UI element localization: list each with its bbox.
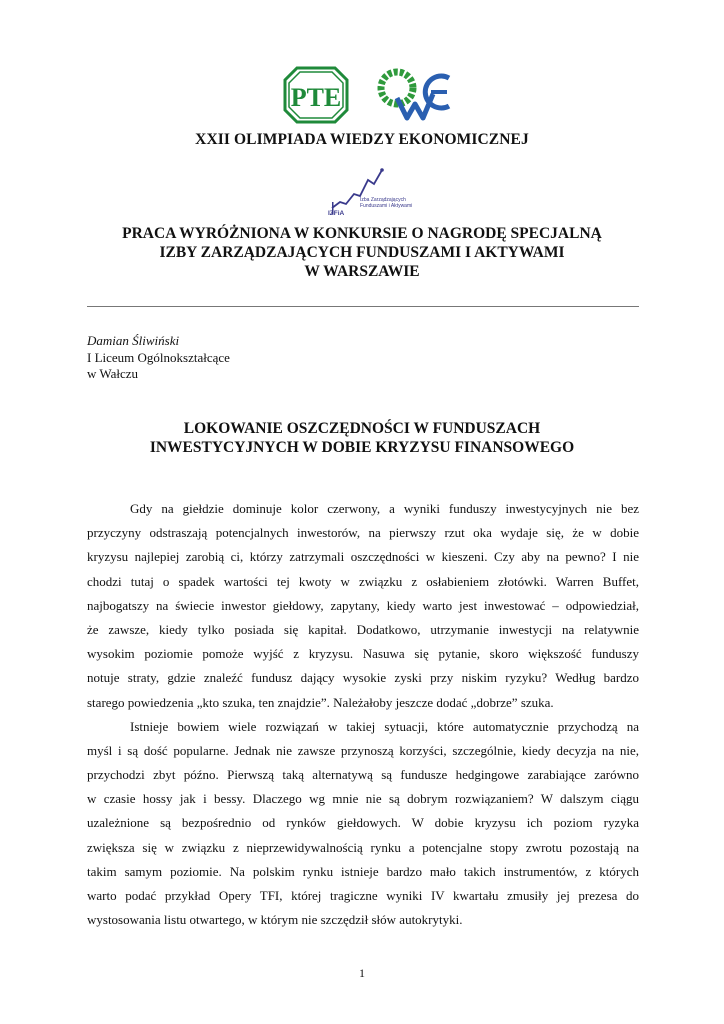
izfia-line1: Izba Zarządzających xyxy=(360,197,406,203)
text-line: wystosowania listu otwartego, w którym nie szczędził słów autokrytyki. xyxy=(87,912,463,928)
author-block xyxy=(87,333,230,383)
owe-logo-icon xyxy=(375,66,453,122)
essay-title xyxy=(0,419,724,457)
page-number: 1 xyxy=(359,966,365,980)
essay-body xyxy=(87,497,639,932)
text-line: notuje straty, gdzie znaleźć fundusz dający wysokie zyski przy niskim ryzyku? Według bardzo xyxy=(87,670,639,686)
essay-title-line: LOKOWANIE OSZCZĘDNOŚCI W FUNDUSZACH xyxy=(183,420,541,437)
paragraph-2 xyxy=(87,715,639,933)
award-heading xyxy=(0,224,724,281)
essay-title-line: INWESTYCYJNYCH W DOBIE KRYZYSU FINANSOWEGO xyxy=(149,439,575,456)
text-line: myśl i są dość popularne. Jednak nie zawsze przynoszą korzyści, szczególnie, kiedy decyzja na nie, xyxy=(87,742,639,758)
izfia-abbr: IZFiA xyxy=(328,210,345,217)
horizontal-divider xyxy=(87,306,639,307)
text-line: wysokim poziomie pomoże wyjść z kryzysu. Nasuwa się pytanie, skoro większość funduszy xyxy=(87,646,639,662)
author-name: Damian Śliwiński xyxy=(87,333,180,348)
text-line: najbogatszy na świecie inwestor giełdowy, zapytany, kiedy warto jest inwestować – odpowiedział, xyxy=(87,597,639,613)
text-line: przyczyny odstraszają potencjalnych inwestorów, na pierwszy rzut oka wydaje się, że w dobie xyxy=(87,525,639,541)
author-city: w Wałczu xyxy=(87,366,139,381)
text-line: Gdy na giełdzie dominuje kolor czerwony, a wyniki funduszy inwestycyjnych nie bez xyxy=(130,501,639,516)
text-line: uzależnione są bezpośrednio od rynków giełdowych. W dobie kryzysu ich poziom ryzyka xyxy=(87,815,639,831)
text-line: starego powiedzenia „kto szuka, ten znajdzie”. Należałoby jeszcze dodać „dobrze” szuka. xyxy=(87,694,554,710)
text-line: warto podać przykład Opery TFI, której tragiczne wyniki IV kwartału zmusiły jej prezesa do xyxy=(87,888,639,903)
text-line: kryzysu najlepiej zarobią ci, którzy zatrzymali oszczędności w kieszeni. Czy aby na pewno? I nie xyxy=(87,549,639,565)
logos-row xyxy=(0,66,724,126)
izfia-line2: Funduszami i Aktywami xyxy=(360,203,413,209)
pte-logo-text: PTE xyxy=(290,83,342,112)
olympiad-title: XXII OLIMPIADA WIEDZY EKONOMICZNEJ xyxy=(195,131,529,148)
award-line: W WARSZAWIE xyxy=(304,263,420,280)
text-line: takim samym poziomie. Na polskim rynku istnieje bardzo mało takich instrumentów, z których xyxy=(87,863,639,879)
text-line: zwiększa się w związku z nieprzewidywalnością rynku a potencjalne stopy zwrotu pozostają na xyxy=(87,839,639,855)
text-line: w czasie hossy jak i bessy. Dlaczego wg mnie nie są dobrym rozwiązaniem? W dalszym ciągu xyxy=(87,791,639,807)
izfia-logo xyxy=(326,166,413,217)
paragraph-1 xyxy=(87,497,639,715)
text-line: Istnieje bowiem wiele rozwiązań w takiej sytuacji, które automatycznie przychodzą na xyxy=(130,718,639,734)
text-line: że zawsze, kiedy tylko posiada się kapitał. Dodatkowo, utrzymanie inwestycji na relatywnie xyxy=(87,621,639,637)
text-line: chodzi tutaj o spadek wartości tej kwoty w związku z osłabieniem złotówki. Warren Buffet, xyxy=(87,573,639,589)
pte-logo xyxy=(283,66,349,124)
award-line: IZBY ZARZĄDZAJĄCYCH FUNDUSZAMI I AKTYWAMI xyxy=(159,244,565,261)
author-school: I Liceum Ogólnokształcące xyxy=(87,349,230,365)
award-line: PRACA WYRÓŻNIONA W KONKURSIE O NAGRODĘ SPECJALNĄ xyxy=(122,225,602,242)
text-line: przychodzi zbyt późno. Pierwszą taką alternatywą są fundusze hedgingowe zarabiające zarówno xyxy=(87,767,639,783)
